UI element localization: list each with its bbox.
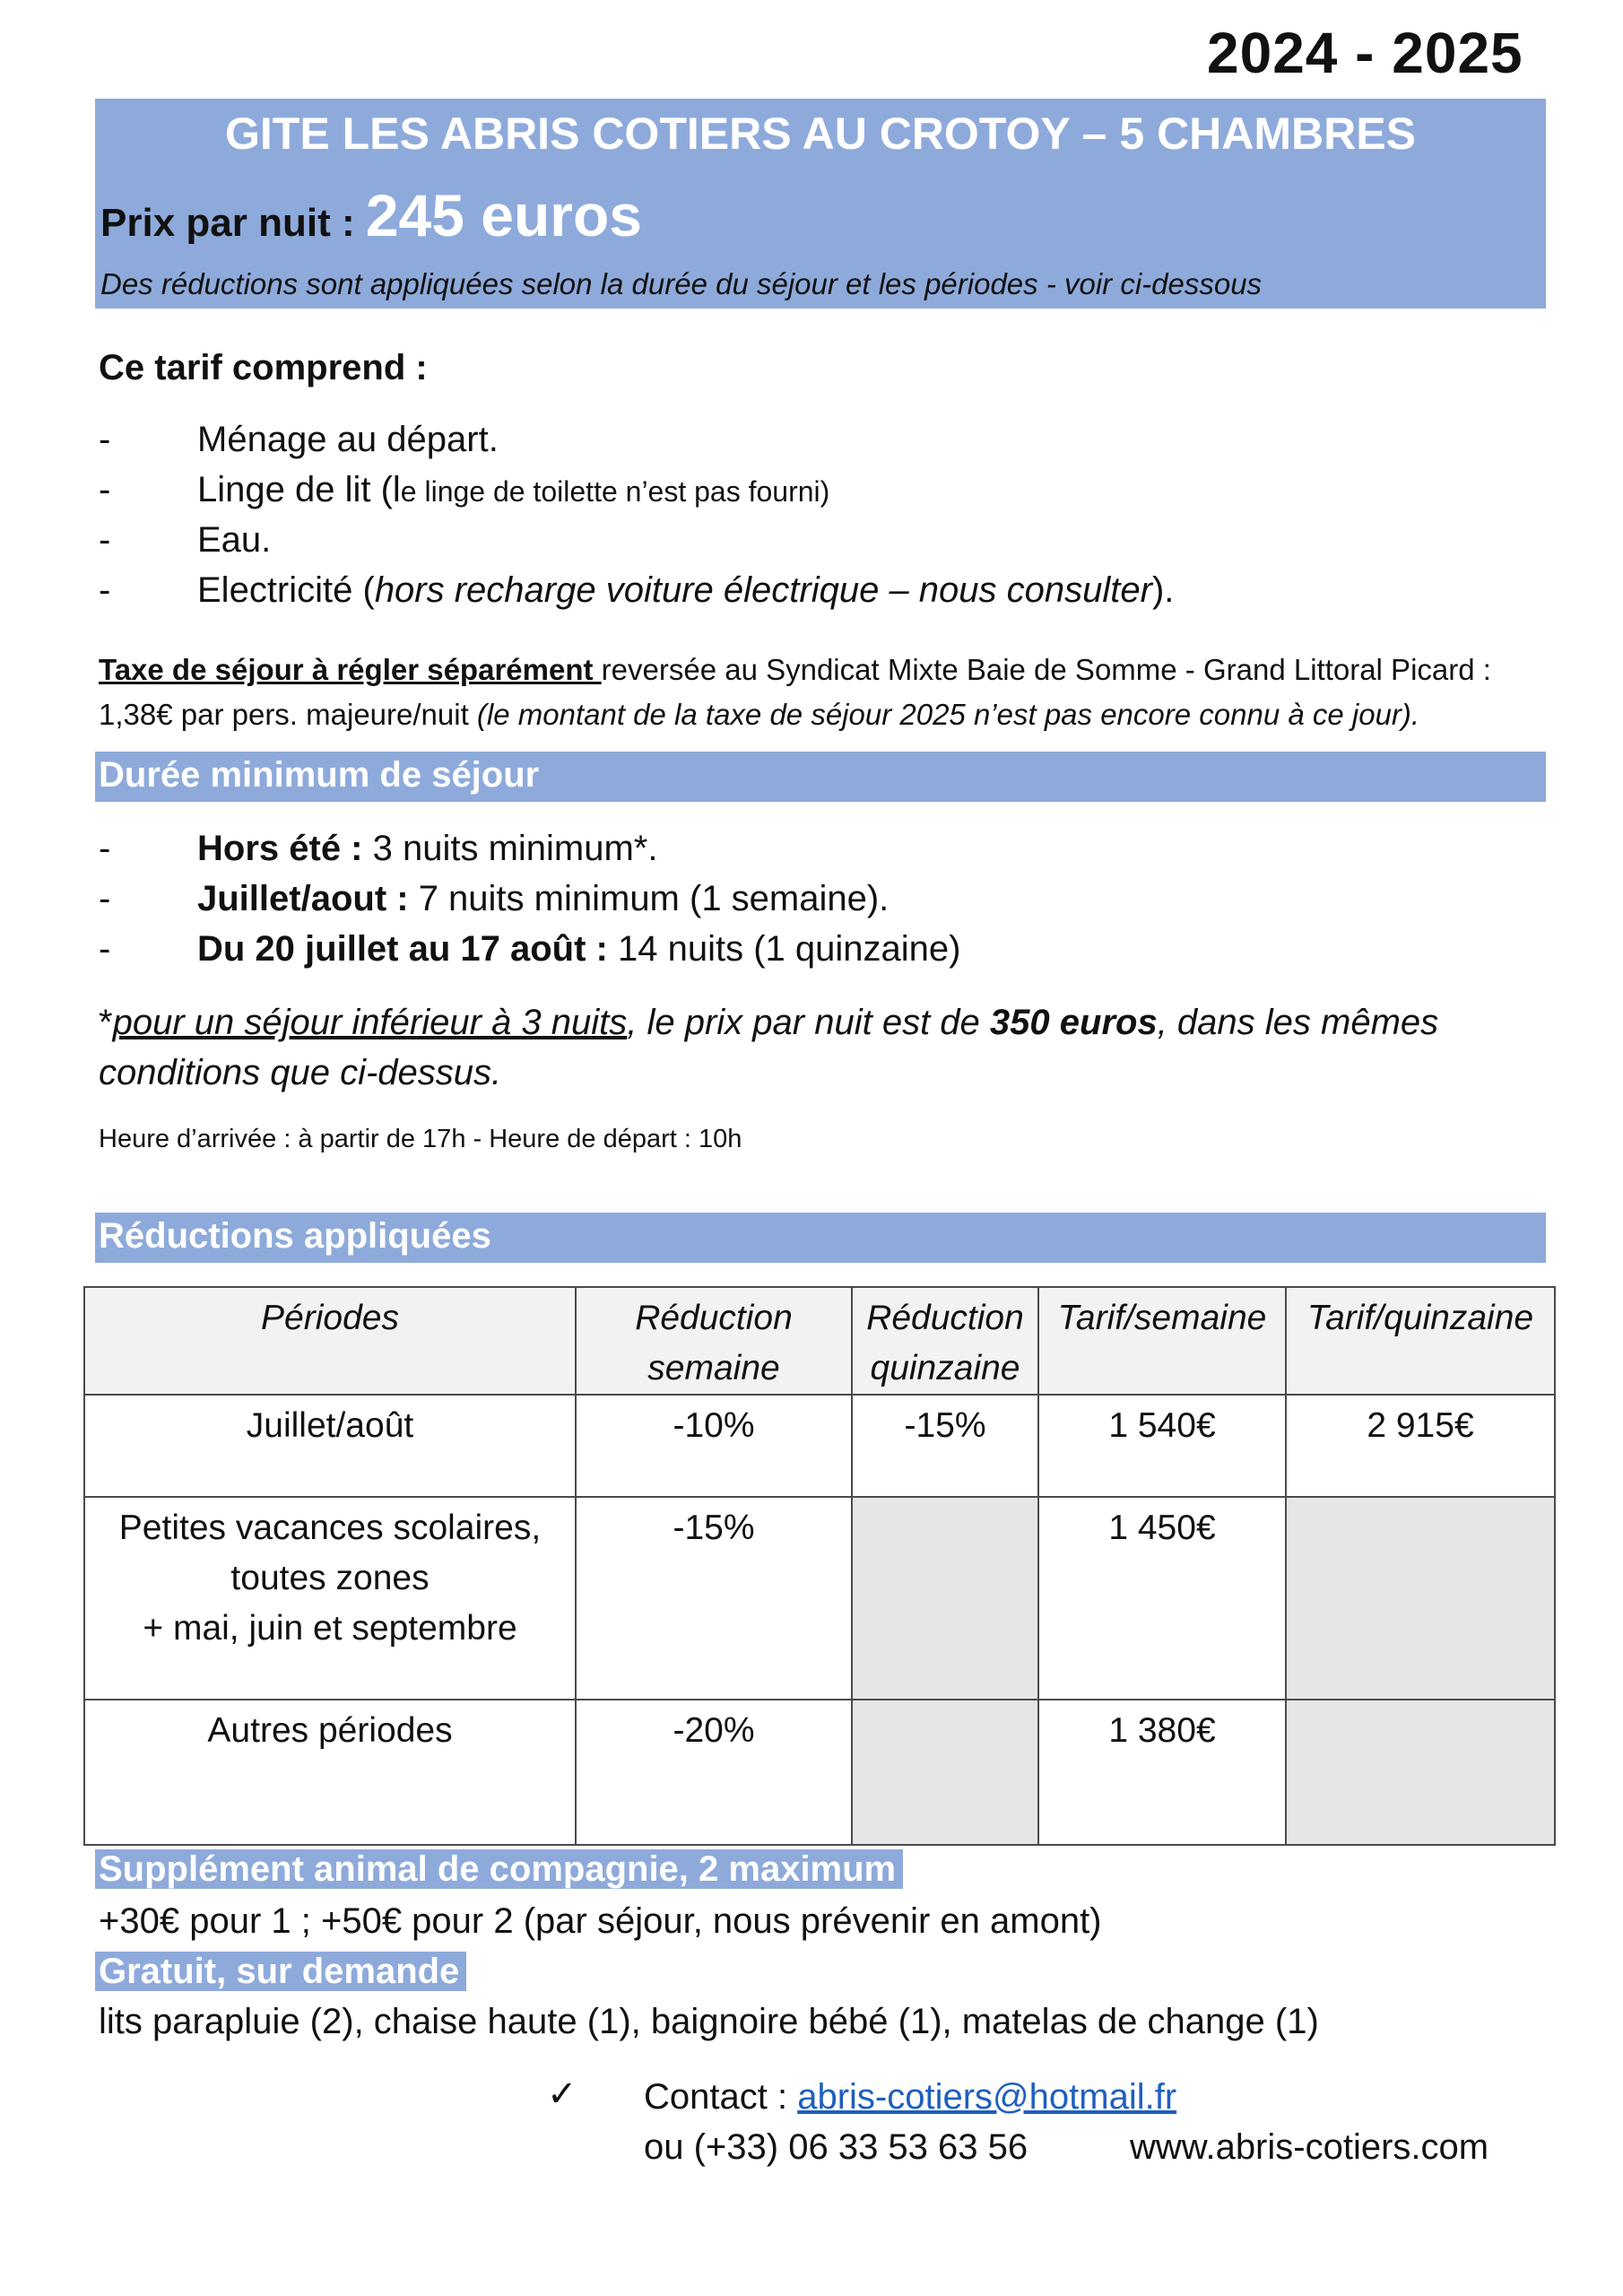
column-header: Tarif/quinzaine [1286,1287,1555,1395]
table-cell-empty [1286,1497,1555,1700]
table-row [84,1700,1555,1845]
arrival-departure-hours: Heure d’arrivée : à partir de 17h - Heure de départ : 10h [99,1125,742,1153]
table-cell: -10% [576,1395,852,1497]
table-cell: 1 380€ [1038,1700,1286,1845]
header-banner [95,99,1546,309]
checkmark-icon: ✓ [547,2074,577,2114]
section-reductions [95,1213,1546,1263]
price-per-night [100,181,642,249]
table-cell: 1 450€ [1038,1497,1286,1700]
website-link[interactable]: www.abris-cotiers.com [1130,2127,1489,2167]
column-header: Réduction semaine [576,1287,852,1395]
year-range: 2024 - 2025 [1207,21,1523,85]
reduction-note: Des réductions sont appliquées selon la durée du séjour et les périodes - voir ci-dessous [100,267,1263,300]
table-cell: Petites vacances scolaires, toutes zones + mai, juin et septembre [84,1497,576,1700]
free-items-heading: Gratuit, sur demande [95,1952,466,1992]
section-min-stay [95,752,1546,802]
includes-heading: Ce tarif comprend : [99,348,428,387]
table-row [84,1497,1555,1700]
free-items-text: lits parapluie (2), chaise haute (1), baignoire bébé (1), matelas de change (1) [99,2002,1319,2041]
tourist-tax-notice [99,648,1542,737]
table-cell-empty [1286,1700,1555,1845]
section-title: Réductions appliquées [99,1216,491,1256]
tax-text: reversée au Syndicat Mixte Baie de Somme - Grand Littoral Picard : 1,38€ par pers. majeure/nuit [99,653,1491,731]
price-label: Prix par nuit : [100,201,366,245]
table-cell: Autres périodes [84,1700,576,1845]
contact-phone: ou (+33) 06 33 53 63 56 [644,2127,1028,2167]
table-cell: -15% [576,1497,852,1700]
table-cell-empty [852,1700,1038,1845]
table-header-row [84,1287,1555,1395]
contact-email-link[interactable]: abris-cotiers@hotmail.fr [797,2077,1177,2117]
page-title: GITE LES ABRIS COTIERS AU CROTOY – 5 CHAMBRES [225,109,1416,159]
section-title: Durée minimum de séjour [99,755,540,795]
tax-note: (le montant de la taxe de séjour 2025 n’est pas encore connu à ce jour). [476,698,1420,731]
contact-line [644,2077,1176,2118]
column-header: Tarif/semaine [1038,1287,1286,1395]
tax-label: Taxe de séjour à régler séparément [99,653,602,686]
column-header: Réduction quinzaine [852,1287,1038,1395]
table-cell: -20% [576,1700,852,1845]
table-cell: Juillet/août [84,1395,576,1497]
table-cell: -15% [852,1395,1038,1497]
pet-supplement-heading: Supplément animal de compagnie, 2 maximum [95,1849,903,1890]
table-cell: 1 540€ [1038,1395,1286,1497]
table-row [84,1395,1555,1497]
short-stay-footnote: *pour un séjour inférieur à 3 nuits, le prix par nuit est de 350 euros, dans les mêmes conditions que ci-dessus. [99,1003,1439,1092]
column-header: Périodes [84,1287,576,1395]
table-cell: 2 915€ [1286,1395,1555,1497]
table-cell-empty [852,1497,1038,1700]
price-value: 245 euros [365,182,643,248]
pet-supplement-text: +30€ pour 1 ; +50€ pour 2 (par séjour, nous prévenir en amont) [99,1901,1102,1941]
rates-table [83,1286,1556,1846]
contact-label: Contact : [644,2077,798,2117]
